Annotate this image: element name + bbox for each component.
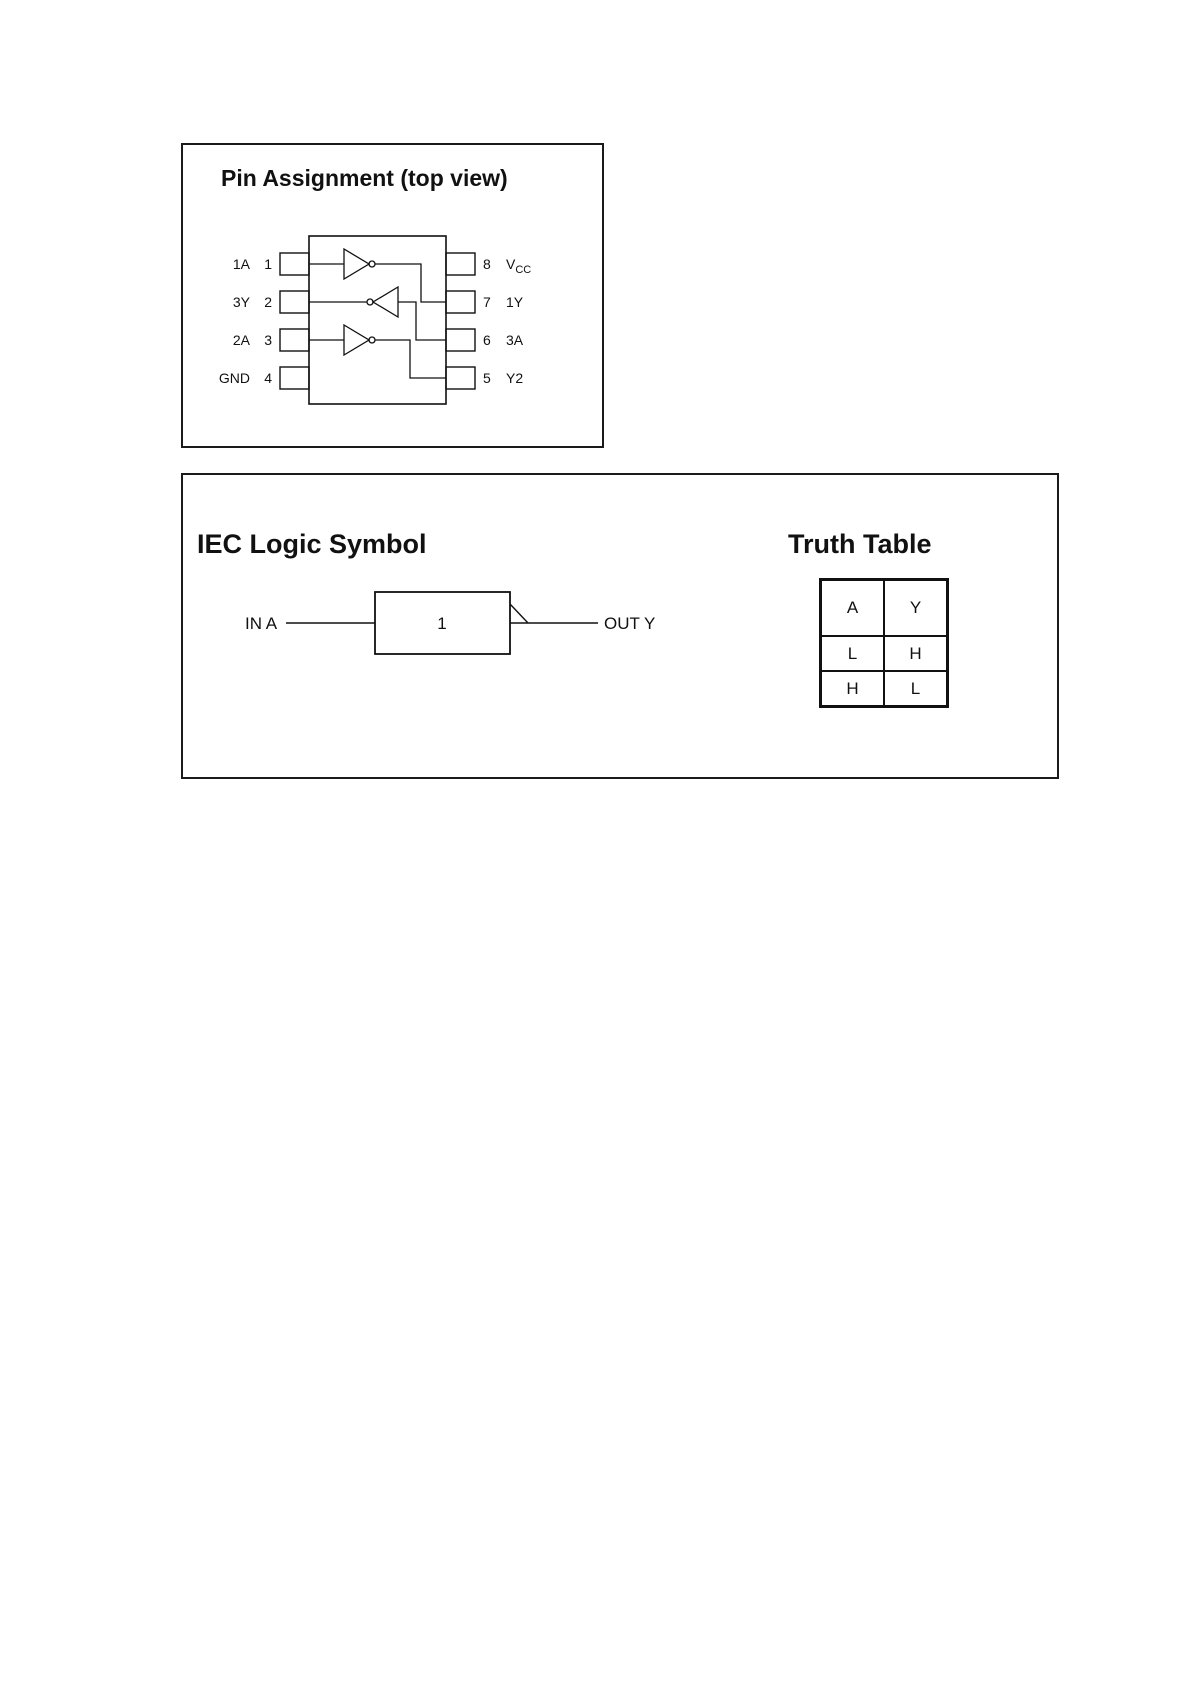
pin-7-pad <box>446 291 475 313</box>
iec-gate-label: 1 <box>437 614 447 633</box>
pin-2-number: 2 <box>264 294 272 310</box>
pin-2-name: 3Y <box>232 294 250 310</box>
pin-1-pad <box>280 253 309 275</box>
truth-table <box>819 578 949 708</box>
pin-assignment-diagram <box>183 145 602 446</box>
pin-6-name: 3A <box>506 332 524 348</box>
pin-2-pad <box>280 291 309 313</box>
inverter-2 <box>309 287 446 340</box>
iec-output-label: OUT Y <box>604 614 656 633</box>
ic-package-body <box>309 236 446 404</box>
pin-6-number: 6 <box>483 332 491 348</box>
pin-4-name: GND <box>218 370 250 386</box>
pin-7-number: 7 <box>483 294 491 310</box>
pin-4-pad <box>280 367 309 389</box>
table-row <box>821 671 948 707</box>
pin-5-name: Y2 <box>506 370 524 386</box>
truth-table-cell: H <box>821 671 885 707</box>
truth-table-header-a: A <box>821 580 885 637</box>
table-row <box>821 636 948 671</box>
inverter-3 <box>309 325 446 378</box>
pin-1-number: 1 <box>264 256 272 272</box>
pin-3-name: 2A <box>232 332 250 348</box>
pin-3-number: 3 <box>264 332 272 348</box>
truth-table-header-y: Y <box>884 580 948 637</box>
pin-7-name: 1Y <box>506 294 524 310</box>
truth-table-title: Truth Table <box>788 529 932 559</box>
iec-truth-panel <box>181 473 1059 779</box>
iec-logic-symbol <box>183 555 703 755</box>
pin-8-number: 8 <box>483 256 491 272</box>
truth-table-cell: L <box>821 636 885 671</box>
pin-8-pad <box>446 253 475 275</box>
iec-negation-indicator <box>510 604 528 623</box>
truth-table-header-row <box>821 580 948 637</box>
iec-symbol-title: IEC Logic Symbol <box>197 529 427 559</box>
pin-6-pad <box>446 329 475 351</box>
inverter-1 <box>309 249 446 302</box>
pin-assignment-panel <box>181 143 604 448</box>
truth-table-cell: L <box>884 671 948 707</box>
pin-5-pad <box>446 367 475 389</box>
iec-input-label: IN A <box>245 614 278 633</box>
truth-table-cell: H <box>884 636 948 671</box>
pin-assignment-title: Pin Assignment (top view) <box>221 165 508 191</box>
pin-4-number: 4 <box>264 370 272 386</box>
pin-8-name: $V_{CC}$ <box>506 256 532 276</box>
pin-3-pad <box>280 329 309 351</box>
pin-5-number: 5 <box>483 370 491 386</box>
pin-1-name: 1A <box>232 256 250 272</box>
